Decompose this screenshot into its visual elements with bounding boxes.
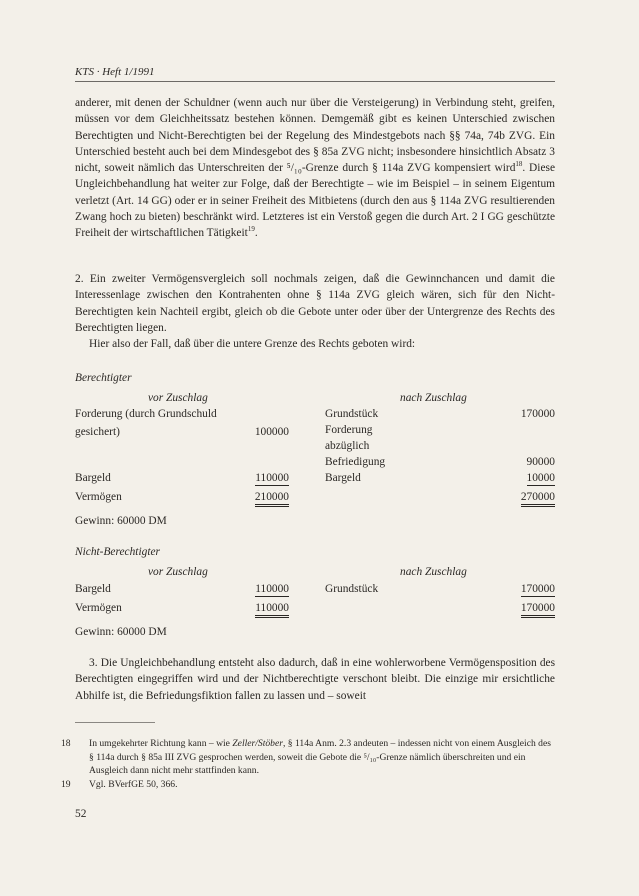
berechtigter-bargeld-nach-value: 10000 [526, 472, 555, 484]
berechtigter-vermoegen: Vermögen [75, 491, 122, 503]
running-header [75, 66, 555, 82]
berechtigter-grundstueck: Grundstück [325, 408, 379, 420]
berechtigter-bargeld-value: 110000 [255, 472, 289, 484]
nicht-berechtigter-vermoegen-value: 110000 [255, 602, 289, 618]
nicht-berechtigter-grundstueck: Grundstück [325, 583, 379, 595]
berechtigter-nach-label: nach Zuschlag [400, 392, 467, 404]
berechtigter-title: Berechtigter [75, 372, 132, 384]
berechtigter-vor-label: vor Zuschlag [148, 392, 208, 404]
paragraph-1: anderer, mit denen der Schuldner (wenn auch nur über die Versteigerung) in Verbindung steht, greifen, müssen vor dem Gleichheitssatz bestehen können. Demgemäß gibt es keinen Unterschied zwischen Berechtigten und Nicht-Berechtigten bei der Regelung des Mindestgebots nach §§ 74a, 74b ZVG. Ein Unterschied besteht auch bei dem Mindesgebot des § 85a ZVG nicht; insbesondere hinsichtlich Absatz 3 nicht, soweit nämlich das Unterschreiten der ⁵/₁₀-Grenze durch § 114a ZVG kompensiert wird$^{18}$. Diese Ungleichbehandlung hat weiter zur Folge, daß der Berechtigte – wie im Beispiel – in seinem Eigentum verletzt (Art. 14 GG) oder er in seiner Freiheit des Mitbietens (durch den aus § 114a ZVG resultierenden Zwang hoch zu bieten) beschränkt wird. Letzteres ist ein Verstoß gegen die durch Art. 2 I GG geschützte Freiheit der wirtschaftlichen Tätigkeit$^{19}$. [75, 97, 555, 240]
nicht-berechtigter-bargeld: Bargeld [75, 583, 111, 595]
running-title: KTS · Heft 1/1991 [75, 66, 155, 78]
nicht-berechtigter-nach-label: nach Zuschlag [400, 566, 467, 578]
footnote-separator [75, 722, 155, 723]
berechtigter-forderung-line2: gesichert) [75, 426, 120, 438]
berechtigter-abzueglich: abzüglich [325, 440, 370, 452]
nicht-berechtigter-gewinn: Gewinn: 60000 DM [75, 626, 167, 638]
berechtigter-gewinn: Gewinn: 60000 DM [75, 515, 167, 527]
berechtigter-forderung-line1: Forderung (durch Grundschuld [75, 408, 217, 420]
berechtigter-grundstueck-value: 170000 [520, 408, 555, 420]
page-number: 52 [75, 808, 87, 820]
nicht-berechtigter-bargeld-value: 110000 [255, 583, 289, 595]
paragraph-2: 2. Ein zweiter Vermögensvergleich soll nochmals zeigen, daß die Gewinnchancen und damit die Interessenlage zwischen den Kontrahenten ohne § 114a ZVG gleich wären, sich für den Nicht-Berechtigten kein Nachteil ergibt, gleich ob die Gebote unter oder über der Untergrenze des Rechts des Berechtigten liegen. Hier also der Fall, daß über die untere Grenze des Rechts geboten wird: [75, 273, 555, 351]
nicht-berechtigter-vermoegen-nach-value: 170000 [521, 602, 555, 618]
nicht-berechtigter-grundstueck-value: 170000 [520, 583, 555, 595]
nicht-berechtigter-vor-label: vor Zuschlag [148, 566, 208, 578]
footnote-ref-19[interactable]: 19 [247, 225, 255, 234]
berechtigter-befriedigung: Befriedigung [325, 456, 386, 468]
berechtigter-befriedigung-value: 90000 [526, 456, 555, 468]
berechtigter-bargeld: Bargeld [75, 472, 111, 484]
berechtigter-forderung-value: 100000 [254, 426, 289, 438]
berechtigter-vermoegen-value: 210000 [255, 491, 289, 507]
berechtigter-forderung-nach: Forderung [325, 424, 373, 436]
footnote-ref-18[interactable]: 18 [515, 160, 523, 169]
berechtigter-bargeld-nach: Bargeld [325, 472, 361, 484]
berechtigter-vermoegen-nach-value: 270000 [521, 491, 555, 507]
nicht-berechtigter-vermoegen: Vermögen [75, 602, 122, 614]
footnote-19: 19 Vgl. BVerfGE 50, 366. [61, 779, 178, 790]
footnote-18: 18 In umgekehrter Richtung kann – wie Zeller/Stöber, § 114a Anm. 2.3 andeuten – indessen nicht von einem Ausgleich des § 114a durch § 85a III ZVG gesprochen werden, soweit die Gebote die ⁵/₁₀-Grenze nämlich überschreiten und ein Ausgleich dann nicht mehr stattfinden kann. [61, 738, 551, 776]
nicht-berechtigter-title: Nicht-Berechtigter [75, 546, 160, 558]
paragraph-3: 3. Die Ungleichbehandlung entsteht also dadurch, daß in eine wohlerworbene Vermögensposition des Berechtigten eingegriffen wird und der Nichtberechtigte verschont bleibt. Die einzige mir ersichtliche Abhilfe ist, die Befriedungsfiktion fallen zu lassen und – soweit [75, 657, 555, 702]
